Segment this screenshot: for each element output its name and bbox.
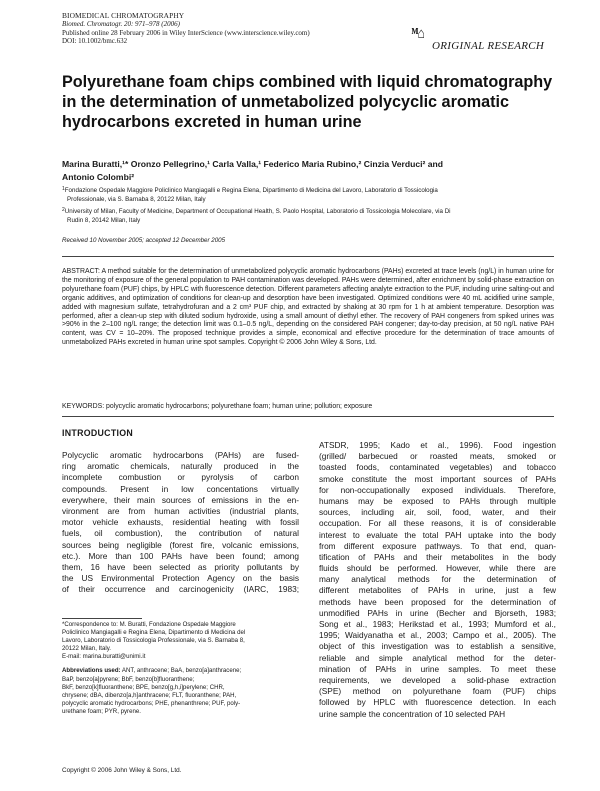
footnote-line: chrysene; dBA, dibenzo[a,h]anthracene; FLT, fluoranthene; PAH, <box>62 691 237 699</box>
affiliation-1 <box>62 185 554 204</box>
body-line: many analytical methods for the determination of <box>319 574 556 585</box>
affiliation-text: Fondazione Ospedale Maggiore Policlinico Mangiagalli e Regina Elena, Dipartimento di Medicina del Lavoro, Laboratorio di Tossicologia <box>64 187 438 194</box>
doi: DOI: 10.1002/bmc.632 <box>62 37 128 46</box>
body-line: followed by HPLC with fluorescence detection. In each <box>319 697 556 708</box>
keywords: KEYWORDS: polycyclic aromatic hydrocarbons; polyurethane foam; human urine; pollution; exposure <box>62 403 373 410</box>
author-line-1: Marina Buratti,¹* Oronzo Pellegrino,¹ Carla Valla,¹ Federico Maria Rubino,² Cinzia Verduci² and <box>62 159 444 169</box>
body-line: humans may be exposed to PAHs through multiple <box>319 495 556 506</box>
affiliation-number: 2 <box>62 207 65 214</box>
divider <box>62 256 554 257</box>
body-line: the US Environmental Protection Agency on the basis <box>62 573 299 584</box>
footnote-divider <box>62 618 142 619</box>
body-column-left <box>62 450 299 595</box>
footnote-line: polycyclic aromatic hydrocarbons; PHE, phenanthrene; PUF, poly- <box>62 699 241 707</box>
author-list <box>62 158 522 184</box>
affiliations <box>62 185 554 227</box>
body-line: requirements, we developed a solid-phase extraction <box>319 674 556 685</box>
body-line: reliable and simple analytical method for the deter- <box>319 652 556 663</box>
affiliation-text: Rudin 8, 20142 Milan, Italy <box>67 216 141 224</box>
body-line: tification of PAHs and their metabolites in the body <box>319 551 556 562</box>
body-line: fluids should be performed. However, while there are <box>319 563 556 574</box>
body-line: compounds. Present in low concentations virtually <box>62 483 299 494</box>
body-line: interest to evaluate the total PAH uptake into the body <box>319 529 556 540</box>
body-line: smoke constitute the most important sources of PAHs <box>319 473 556 484</box>
body-line: for non-occupationally exposed individuals. Therefore, <box>319 484 556 495</box>
footnote-line: BaP, benzo[a]pyrene; BbF, benzo[b]fluoranthene; <box>62 675 195 683</box>
body-line: vironment are from human activities (industrial plants, <box>62 505 299 516</box>
author-line-2: Antonio Colombi² <box>62 172 135 182</box>
body-line: from different exposure pathways. To that end, quan- <box>319 540 556 551</box>
body-line: urine sample the concentration of 10 selected PAH <box>319 708 506 719</box>
body-line: of their occurrence and carcinogenicity (IARC, 1983; <box>62 584 299 595</box>
citation: Biomed. Chromatogr. 20: 971–978 (2006) <box>62 20 180 29</box>
footnote-line: Policlinico Mangiagalli e Regina Elena, Dipartimento di Medicina del <box>62 629 246 637</box>
body-line: sources being negligible (forest fire, volcanic emissions, <box>62 539 299 550</box>
copyright-footer: Copyright © 2006 John Wiley & Sons, Ltd. <box>62 767 182 774</box>
body-line: methods have been proposed for the determination of <box>319 596 556 607</box>
journal-name: BIOMEDICAL CHROMATOGRAPHY <box>62 11 185 20</box>
affiliation-text: University of Milan, Faculty of Medicine, Department of Occupational Health, S. Paolo Hospital, Laboratorio di Tossicologia Molecolare, via Di <box>64 208 451 216</box>
body-line: different metabolites of PAHs in urine, just a few <box>319 585 556 596</box>
body-line: ring aromatic chemicals, naturally produced in the <box>62 461 299 472</box>
body-line: (grilled/ barbecued or roasted meats, smoked or <box>319 451 556 462</box>
body-line: etc.). More than 100 PAHs have been found; among <box>62 550 299 561</box>
body-line: (SPE) method on polyurethane foam (PUF) chips <box>319 686 556 697</box>
body-line: fuels, oil combustion), the contribution of natural <box>62 528 299 539</box>
body-line: incomplete combustion or pyrolysis of carbon <box>62 472 299 483</box>
body-line: them, 16 have been selected as priority pollutants by <box>62 561 299 572</box>
section-label: ORIGINAL RESEARCH <box>432 40 545 52</box>
footnote-line: urethane foam; PYR, pyrene. <box>62 707 141 715</box>
body-line: object of this investigation was to establish a sensitive, <box>319 641 556 652</box>
publisher-logo-icon: ᴹ⌂ <box>411 26 425 42</box>
divider <box>62 416 554 417</box>
journal-header <box>62 12 310 46</box>
body-line: Song et al., 1983; Herikstad et al., 1993; Mumford et al., <box>319 619 556 629</box>
body-line: unmodified PAHs in urine (Becher and Bjorseth, 1983; <box>319 607 556 618</box>
body-line: mination of PAHs in urine samples. To meet these <box>319 663 556 674</box>
article-title: Polyurethane foam chips combined with liquid chromatography in the determination of unmetabolized polycyclic aromatic hydrocarbons excreted in human urine <box>62 73 553 131</box>
footnote-line: E-mail: marina.buratti@unimi.it <box>62 653 146 661</box>
body-column-right <box>319 440 556 720</box>
body-line: toasted foods, contaminated vegetables) and tobacco <box>319 462 556 473</box>
body-line: sources, including air, soil, food, water, and their <box>319 507 556 518</box>
affiliation-text: Professionale, via S. Barnaba 8, 20122 Milan, Italy <box>67 195 206 203</box>
body-line: Polycyclic aromatic hydrocarbons (PAHs) are fused- <box>62 450 299 460</box>
footnote-line: Abbreviations used: ANT, anthracene; BaA, benzo[a]anthracene; <box>62 667 242 675</box>
received-dates: Received 10 November 2005; accepted 12 December 2005 <box>62 237 226 244</box>
body-line: everywhere, their main sources of emissions in the en- <box>62 494 299 505</box>
footnote-line: *Correspondence to: M. Buratti, Fondazione Ospedale Maggiore <box>62 621 236 628</box>
footnotes <box>62 621 299 716</box>
body-line: 1995; Waidyanatha et al., 2003; Campo et al., 2005). The <box>319 630 556 641</box>
footnote-line: BkF, benzo[k]fluoranthene; BPE, benzo[g,h,i]perylene; CHR, <box>62 683 225 691</box>
affiliation-number: 1 <box>62 186 65 192</box>
affiliation-2 <box>62 206 554 225</box>
published-line: Published online 28 February 2006 in Wiley InterScience (www.interscience.wiley.com) <box>62 28 310 37</box>
body-line: ATSDR, 1995; Kado et al., 1996). Food ingestion <box>319 440 556 450</box>
footnote-line: Lavoro, Laboratorio di Tossicologia Professionale, via S. Barnaba 8, <box>62 637 245 645</box>
body-line: occupation. For all these reasons, it is of considerable <box>319 518 556 529</box>
section-heading-introduction: INTRODUCTION <box>62 428 134 438</box>
footnote-line: 20122 Milan, Italy. <box>62 645 112 653</box>
abstract: ABSTRACT: A method suitable for the determination of unmetabolized polycyclic aromatic hydrocarbons (PAHs) excreted at trace levels (ng/L) in human urine for the monitoring of exposure of the general population to PAH contamination was developed. PAHs were determined, after enrichment by solid-phase extraction on polyurethane foam (PUF) chips, by HPLC with fluorescence detection. Different parameters affecting analyte extraction to the PUF, including urine salting-out and organic additives, and optimization of conditions for clean-up and desorption have been investigated. Optimized conditions were 40 mL acidified urine sample, added with magnesium sulfate, tetrahydrofuran and a 2 cm³ PUF chip, and extracted by shaking at 30 rpm for 1 h at ambient temperature. Desorption was performed, after a clean-up step with diluted sodium hydroxide, using a small amount of diethyl ether. The recovery of PAH congeners from spiked urines was >90% in the 2–100 ng/L range; the detection limit was 0.1–0.5 ng/L, depending on the considered PAH congener; day-to-day precision, at 50 ng/L native PAH content, was CV = 10–20%. The proposed technique provides a simple, economical and effective procedure for the determination of trace amounts of unmetabolized PAHs excreted in human urine spot samples. Copyright © 2006 John Wiley & Sons, Ltd. <box>62 268 554 347</box>
body-line: motor vehicle exhausts, residential heating with fossil <box>62 517 299 528</box>
